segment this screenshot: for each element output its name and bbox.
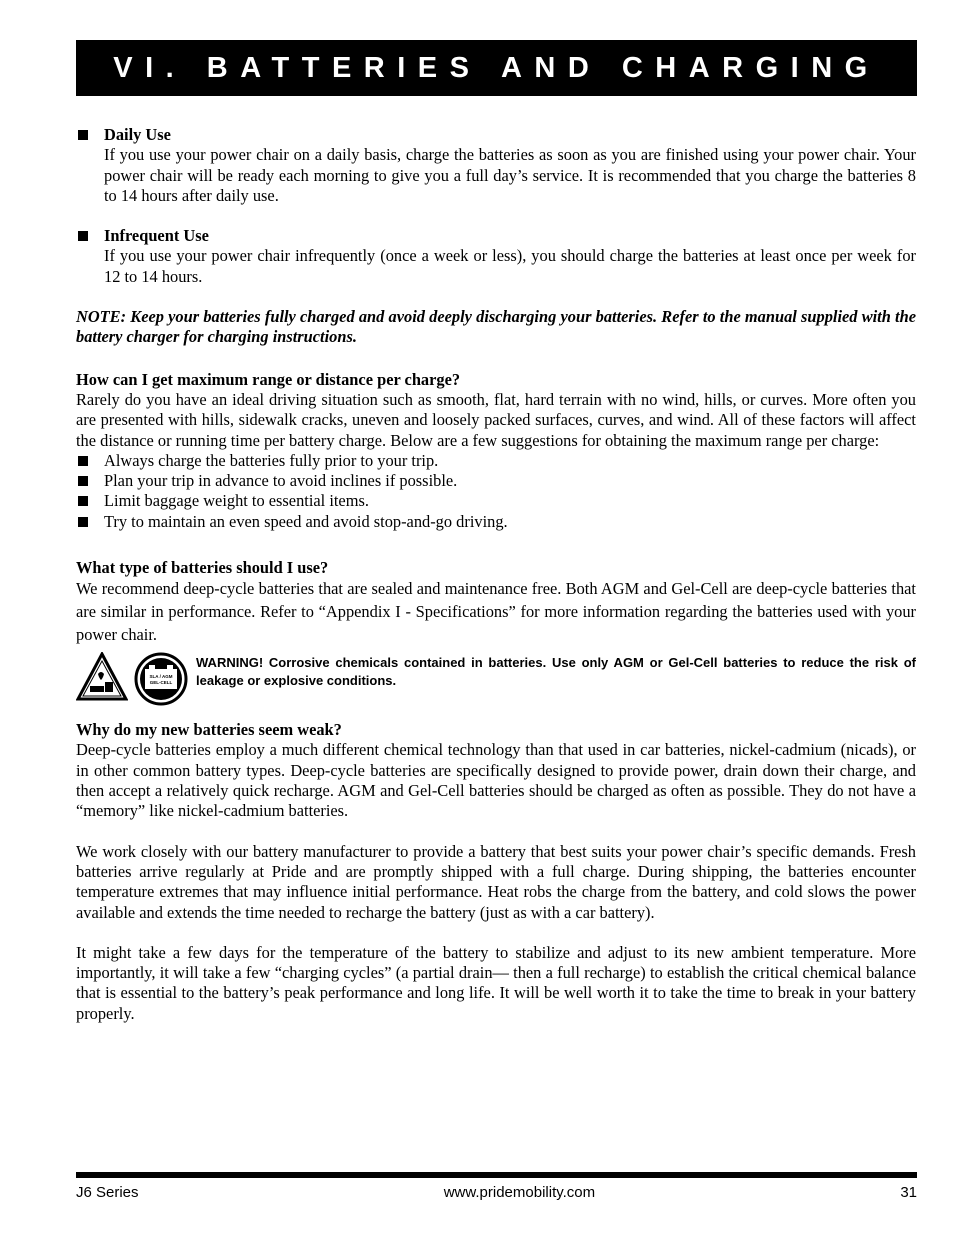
square-bullet-icon xyxy=(76,451,104,471)
footer-website: www.pridemobility.com xyxy=(443,1184,596,1201)
weak-paragraph-3: It might take a few days for the temperature of the battery to stabilize and adjust to its new ambient temperature. More importantly, it will take a few “charging cycles” (a partial drain— then a full recharge) to establish the critical chemical balance that is essential to the battery’s peak performance and long life. It will be well worth it to take the time to break in your battery properly. xyxy=(76,942,916,1023)
square-bullet-icon xyxy=(76,512,104,532)
square-bullet-icon xyxy=(76,491,104,511)
square-bullet-icon xyxy=(76,471,104,491)
battery-type-text: We recommend deep-cycle batteries that are sealed and maintenance free. Both AGM and Gel-Cell are deep-cycle batteries that are similar in performance. Refer to “Appendix I - Specifications” for more information regarding the batteries used with your power chair. xyxy=(76,579,916,644)
battery-type-icon xyxy=(134,652,188,706)
daily-use-title: Daily Use xyxy=(104,125,171,144)
daily-use-item xyxy=(76,125,916,206)
warning-box xyxy=(76,652,916,706)
section-header xyxy=(76,40,917,96)
page-number: 31 xyxy=(900,1184,917,1201)
warning-text: WARNING! Corrosive chemicals contained in batteries. Use only AGM or Gel-Cell batteries to reduce the risk of leakage or explosive conditions. xyxy=(196,655,916,688)
list-item: Plan your trip in advance to avoid inclines if possible. xyxy=(76,471,916,491)
list-item: Limit baggage weight to essential items. xyxy=(76,491,916,511)
page-content xyxy=(76,125,916,1024)
battery-icon-label-1: SLA / AGM xyxy=(149,674,173,680)
square-bullet-icon xyxy=(76,226,104,287)
square-bullet-icon xyxy=(76,125,104,206)
daily-use-text: If you use your power chair on a daily basis, charge the batteries as soon as you are finished using your power chair. Your power chair will be ready each morning to give you a full day’s service. It is recommended that you charge the batteries 8 to 14 hours after daily use. xyxy=(104,145,916,205)
charging-note: NOTE: Keep your batteries fully charged and avoid deeply discharging your batteries. Refer to the manual supplied with the battery charger for charging instructions. xyxy=(76,307,916,347)
infrequent-use-item xyxy=(76,226,916,287)
weak-question: Why do my new batteries seem weak? xyxy=(76,720,342,740)
battery-icon-label-2: GEL-CELL xyxy=(149,680,173,686)
corrosive-warning-icon xyxy=(76,652,128,702)
infrequent-use-text: If you use your power chair infrequently (once a week or less), you should charge the batteries at least once per week for 12 to 14 hours. xyxy=(104,246,916,286)
infrequent-use-title: Infrequent Use xyxy=(104,226,209,246)
range-text: Rarely do you have an ideal driving situation such as smooth, flat, hard terrain with no wind, hills, or curves. More often you are presented with hills, sidewalk cracks, uneven and loosely packed surfaces, curves, and wind. All of these factors will affect the distance or running time per battery charge. Below are a few suggestions for obtaining the maximum range per charge: xyxy=(76,389,916,450)
footer-rule xyxy=(76,1172,917,1178)
range-question: How can I get maximum range or distance per charge? xyxy=(76,369,461,389)
battery-type-question: What type of batteries should I use? xyxy=(76,558,329,578)
weak-paragraph-1: Deep-cycle batteries employ a much different chemical technology than that used in car batteries, nickel-cadmium (nicads), or in other common battery types. Deep-cycle batteries are specifically designed to provide power, drain down their charge, and then accept a relatively quick recharge. AGM and Gel-Cell batteries should be charged as often as possible. They do not have a “memory” like nickel-cadmium batteries. xyxy=(76,740,916,821)
section-title: VI. BATTERIES AND CHARGING xyxy=(113,51,880,84)
footer-series: J6 Series xyxy=(76,1184,139,1201)
list-item: Always charge the batteries fully prior to your trip. xyxy=(76,451,916,471)
list-item: Try to maintain an even speed and avoid stop-and-go driving. xyxy=(76,512,916,532)
page-footer xyxy=(76,1184,917,1201)
range-tips-list xyxy=(76,451,916,532)
weak-paragraph-2: We work closely with our battery manufacturer to provide a battery that best suits your power chair’s specific demands. Fresh batteries arrive regularly at Pride and are promptly shipped with a full charge. During shipping, the batteries encounter temperature extremes that may influence initial performance. Heat robs the charge from the battery, and cold slows the power available and extends the time needed to recharge the battery (just as with a car battery). xyxy=(76,841,916,922)
